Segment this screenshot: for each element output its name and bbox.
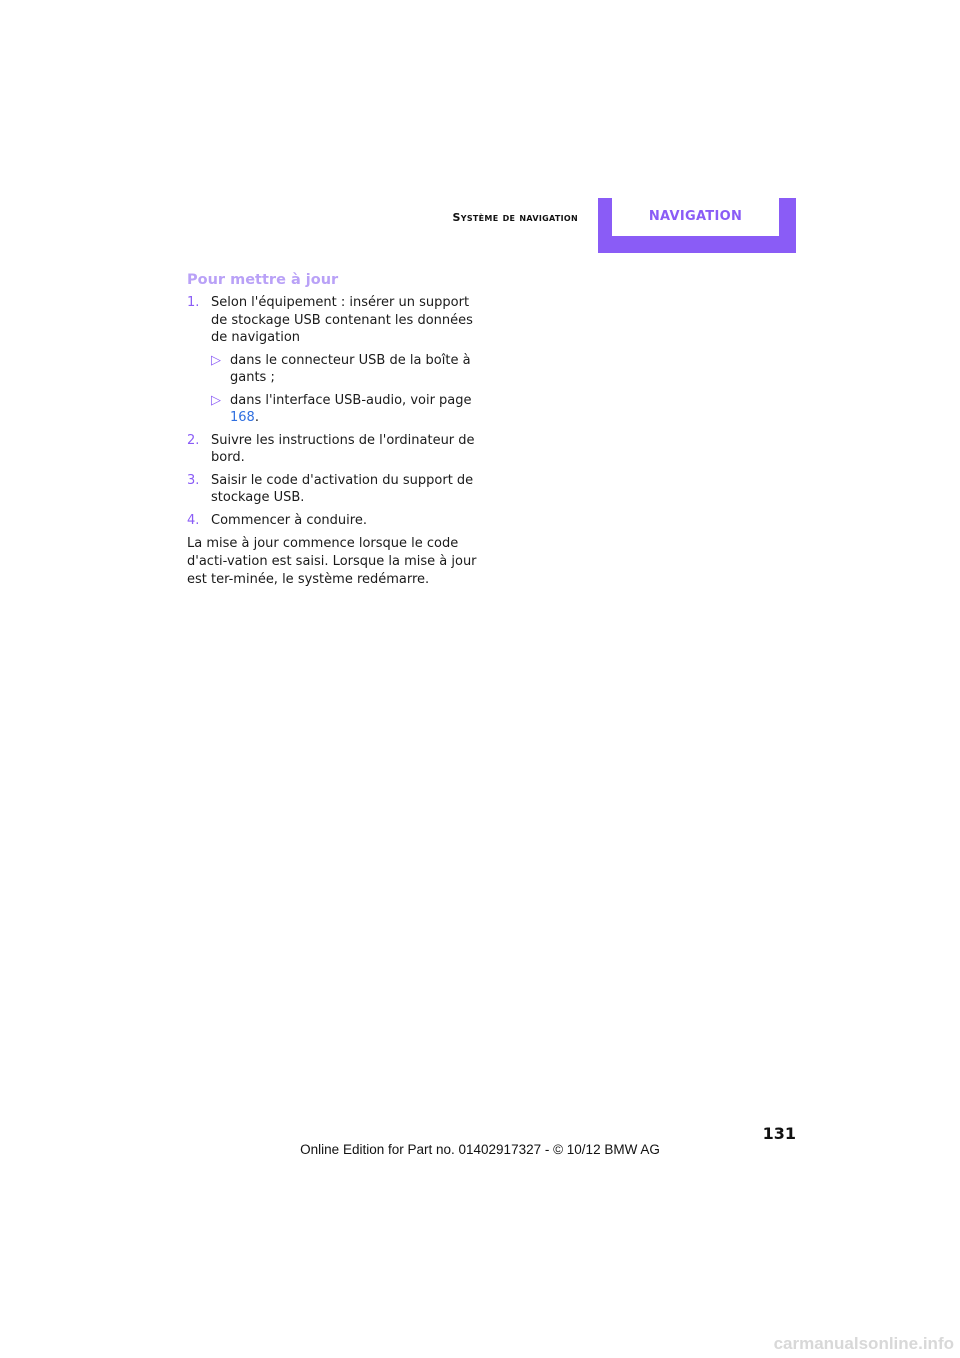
step-number: 4. bbox=[187, 512, 200, 528]
section-heading: Pour mettre à jour bbox=[187, 272, 339, 288]
triangle-bullet-icon: ▷ bbox=[211, 392, 221, 408]
step-3 bbox=[187, 472, 487, 507]
step-1 bbox=[187, 294, 487, 427]
edition-footer: Online Edition for Part no. 01402917327 - © 10/12 BMW AG bbox=[300, 1142, 660, 1157]
chapter-tab-inner bbox=[612, 198, 779, 236]
step-number: 3. bbox=[187, 472, 200, 488]
step-number: 2. bbox=[187, 432, 200, 448]
chapter-tab-label: NAVIGATION bbox=[648, 209, 743, 224]
step-number: 1. bbox=[187, 295, 200, 310]
section-title: Système de navigation bbox=[452, 211, 578, 224]
watermark: carmanualsonline.info bbox=[773, 1334, 954, 1353]
sub-item-2 bbox=[211, 392, 487, 427]
sub-item-text: dans l'interface USB-audio, voir page bbox=[230, 392, 472, 408]
step-4 bbox=[187, 512, 487, 530]
sub-item-text: dans le connecteur USB de la boîte à gants ; bbox=[230, 352, 471, 385]
page-link[interactable]: 168 bbox=[230, 410, 255, 425]
main-content bbox=[187, 272, 487, 589]
sub-item-1 bbox=[211, 352, 487, 387]
step-text: Selon l'équipement : insérer un support de stockage USB contenant les données de navigation bbox=[211, 295, 473, 345]
step-text: Suivre les instructions de l'ordinateur de bord. bbox=[211, 432, 475, 465]
step-2 bbox=[187, 432, 487, 467]
body-paragraph: La mise à jour commence lorsque le code d'acti-vation est saisi. Lorsque la mise à jour est ter-minée, le système redémarre. bbox=[187, 536, 477, 587]
triangle-bullet-icon: ▷ bbox=[211, 352, 221, 368]
chapter-tab bbox=[598, 198, 796, 253]
step-text: Saisir le code d'activation du support de stockage USB. bbox=[211, 472, 474, 505]
sub-item-suffix: . bbox=[254, 410, 259, 425]
page-number: 131 bbox=[762, 1124, 796, 1143]
step-text: Commencer à conduire. bbox=[211, 512, 367, 528]
